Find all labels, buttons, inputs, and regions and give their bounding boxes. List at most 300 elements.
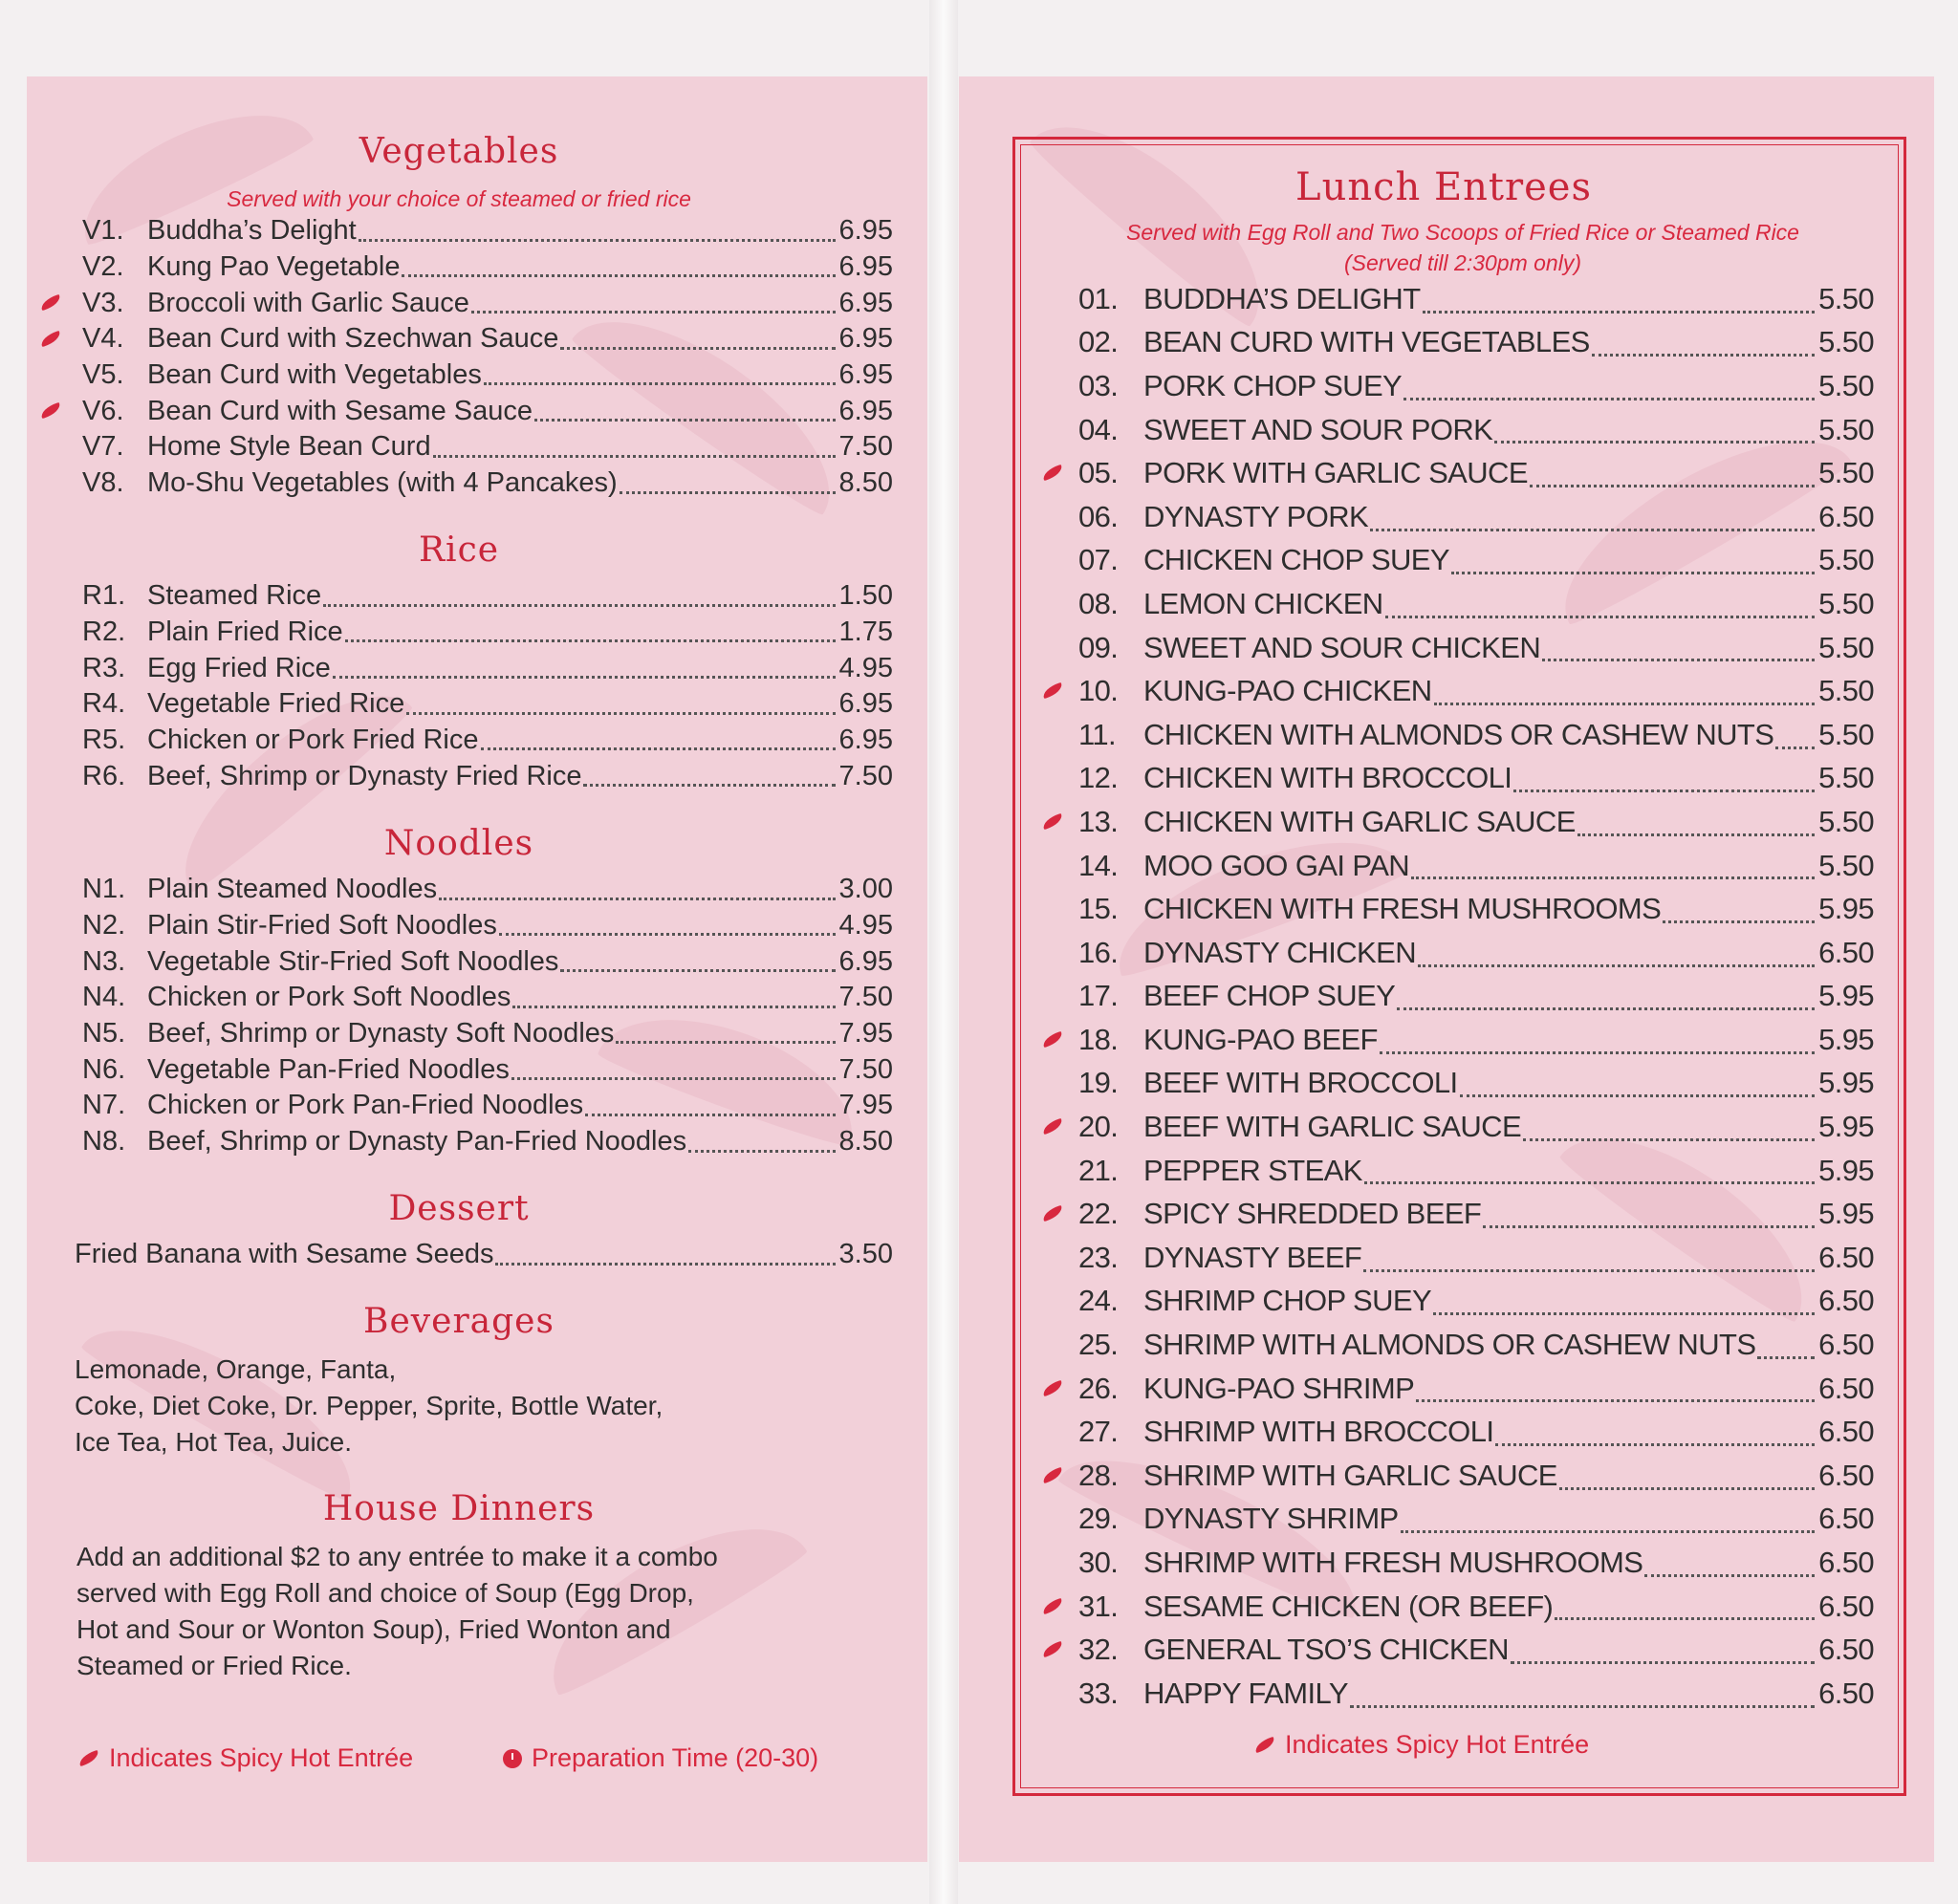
item-name: Plain Steamed Noodles <box>147 874 438 905</box>
item-name: Bean Curd with Szechwan Sauce <box>147 323 559 355</box>
item-price: 5.95 <box>1818 1153 1874 1187</box>
item-price: 6.50 <box>1818 1633 1874 1667</box>
item-code: R4. <box>82 688 126 720</box>
lunch-item <box>1078 844 1874 888</box>
dot-leader <box>345 639 836 642</box>
dot-leader <box>1555 1617 1815 1620</box>
item-code: 16. <box>1078 935 1119 969</box>
lunch-item <box>1078 800 1874 844</box>
lunch-item <box>1078 757 1874 801</box>
item-name: Chicken or Pork Fried Rice <box>147 725 479 756</box>
item-name: PORK CHOP SUEY <box>1143 368 1403 402</box>
dot-leader <box>1542 659 1815 661</box>
beverages-line: Ice Tea, Hot Tea, Juice. <box>75 1427 353 1457</box>
item-name: MOO GOO GAI PAN <box>1143 848 1410 882</box>
item-code: 25. <box>1078 1328 1119 1362</box>
house-dinners-line: Steamed or Fried Rice. <box>76 1651 352 1680</box>
dot-leader <box>512 1006 835 1008</box>
item-name: DYNASTY PORK <box>1143 499 1369 533</box>
item-price: 5.50 <box>1818 674 1874 708</box>
dot-leader <box>1523 1138 1815 1141</box>
item-price: 6.50 <box>1818 1676 1874 1710</box>
item-price: 5.50 <box>1818 412 1874 446</box>
item-code: 11. <box>1078 717 1116 751</box>
dot-leader <box>616 1041 835 1044</box>
item-code: 18. <box>1078 1022 1119 1056</box>
item-code: R1. <box>82 580 126 612</box>
item-code: N6. <box>82 1053 126 1085</box>
item-price: 6.50 <box>1818 1589 1874 1623</box>
rice-list <box>82 578 893 794</box>
prep-time-text: Preparation Time (20-30) <box>532 1743 819 1772</box>
house-dinners-line: served with Egg Roll and choice of Soup (Egg Drop, <box>76 1578 694 1608</box>
dot-leader <box>499 933 836 936</box>
item-price: 6.50 <box>1818 1371 1874 1405</box>
item-name: DYNASTY SHRIMP <box>1143 1502 1399 1536</box>
house-dinners-text <box>76 1539 899 1684</box>
lunch-item <box>1078 539 1874 583</box>
item-name: KUNG-PAO SHRIMP <box>1143 1371 1415 1405</box>
dot-leader <box>1559 1487 1815 1490</box>
item-code: 09. <box>1078 630 1119 664</box>
lunch-title: Lunch Entrees <box>1295 165 1592 209</box>
dot-leader <box>620 491 836 494</box>
dot-leader <box>471 311 836 314</box>
item-name: Plain Stir-Fried Soft Noodles <box>147 910 497 941</box>
lunch-item <box>1078 321 1874 365</box>
item-name: Vegetable Pan-Fried Noodles <box>147 1053 510 1085</box>
lunch-item <box>1078 582 1874 626</box>
menu-item <box>82 1124 893 1160</box>
item-price: 5.50 <box>1818 368 1874 402</box>
lunch-spicy-legend <box>1254 1730 1589 1760</box>
beverages-line: Lemonade, Orange, Fanta, <box>75 1354 397 1384</box>
dot-leader <box>1592 354 1815 357</box>
dot-leader <box>1530 485 1815 487</box>
menu-item <box>82 1088 893 1124</box>
item-price: 5.50 <box>1818 717 1874 751</box>
menu-item <box>82 908 893 944</box>
dot-leader <box>481 747 836 750</box>
dot-leader <box>333 676 836 679</box>
item-price: 5.95 <box>1818 1066 1874 1100</box>
item-code: 32. <box>1078 1633 1119 1667</box>
dot-leader <box>439 898 835 900</box>
item-code: N2. <box>82 910 126 941</box>
dot-leader <box>1434 703 1815 705</box>
item-price: 4.95 <box>838 910 893 941</box>
item-code: 21. <box>1078 1153 1119 1187</box>
menu-item <box>82 1051 893 1088</box>
lunch-spicy-legend-text: Indicates Spicy Hot Entrée <box>1285 1730 1590 1759</box>
item-name: Beef, Shrimp or Dynasty Fried Rice <box>147 760 582 791</box>
item-name: Vegetable Fried Rice <box>147 688 405 720</box>
item-price: 6.50 <box>1818 1284 1874 1318</box>
item-price: 6.95 <box>838 725 893 756</box>
dot-leader <box>1380 1051 1815 1054</box>
item-name: BEEF CHOP SUEY <box>1143 979 1396 1013</box>
item-code: 06. <box>1078 499 1119 533</box>
item-price: 6.50 <box>1818 1458 1874 1492</box>
item-price: 4.95 <box>838 652 893 683</box>
lunch-item <box>1078 364 1874 408</box>
item-name: CHICKEN WITH GARLIC SAUCE <box>1143 804 1576 838</box>
item-code: 04. <box>1078 412 1119 446</box>
menu-item <box>82 465 893 502</box>
lunch-item <box>1078 1149 1874 1193</box>
item-price: 5.50 <box>1818 456 1874 490</box>
item-code: 28. <box>1078 1458 1119 1492</box>
item-code: 22. <box>1078 1197 1119 1231</box>
item-code: 03. <box>1078 368 1119 402</box>
noodles-title: Noodles <box>383 824 534 863</box>
item-price: 1.50 <box>838 580 893 612</box>
item-name: Bean Curd with Sesame Sauce <box>147 395 533 426</box>
vegetables-title: Vegetables <box>359 132 559 171</box>
dot-leader <box>1418 964 1815 967</box>
item-code: 29. <box>1078 1502 1119 1536</box>
item-price: 6.50 <box>1818 1415 1874 1449</box>
item-code: V6. <box>82 395 124 426</box>
item-price: 6.50 <box>1818 1240 1874 1274</box>
item-name: Chicken or Pork Soft Noodles <box>147 982 511 1013</box>
dot-leader <box>1423 311 1816 314</box>
lunch-item <box>1078 1628 1874 1672</box>
dot-leader <box>534 419 836 422</box>
lunch-item <box>1078 1585 1874 1629</box>
item-name: SHRIMP WITH BROCCOLI <box>1143 1415 1494 1449</box>
item-code: R3. <box>82 652 126 683</box>
menu-item <box>82 980 893 1016</box>
item-price: 7.50 <box>838 1053 893 1085</box>
dot-leader <box>560 969 835 972</box>
item-price: 6.95 <box>838 395 893 426</box>
item-code: 15. <box>1078 892 1119 926</box>
dot-leader <box>484 382 836 385</box>
item-name: BEAN CURD WITH VEGETABLES <box>1143 325 1590 359</box>
item-price: 6.95 <box>838 251 893 283</box>
lunch-item <box>1078 1105 1874 1149</box>
lunch-item <box>1078 495 1874 539</box>
lunch-item <box>1078 975 1874 1019</box>
clock-icon <box>503 1749 522 1768</box>
item-price: 5.95 <box>1818 1022 1874 1056</box>
pepper-icon <box>77 1750 100 1766</box>
item-name: SHRIMP WITH FRESH MUSHROOMS <box>1143 1546 1643 1580</box>
item-code: 31. <box>1078 1589 1119 1623</box>
menu-item <box>82 758 893 794</box>
item-name: KUNG-PAO BEEF <box>1143 1022 1378 1056</box>
menu-item <box>82 357 893 394</box>
item-price: 5.50 <box>1818 586 1874 620</box>
item-code: V1. <box>82 215 124 247</box>
lunch-item <box>1078 1280 1874 1324</box>
dot-leader <box>1460 1094 1816 1097</box>
lunch-item <box>1078 887 1874 931</box>
item-name: BEEF WITH GARLIC SAUCE <box>1143 1110 1522 1144</box>
item-price: 5.50 <box>1818 630 1874 664</box>
item-code: N7. <box>82 1090 126 1121</box>
item-name: CHICKEN CHOP SUEY <box>1143 543 1449 577</box>
item-price: 5.50 <box>1818 761 1874 795</box>
dot-leader <box>1364 1181 1815 1184</box>
menu-item <box>82 285 893 321</box>
lunch-item <box>1078 408 1874 452</box>
item-price: 7.95 <box>838 1018 893 1049</box>
lunch-item <box>1078 1062 1874 1106</box>
item-code: 12. <box>1078 761 1119 795</box>
item-code: 14. <box>1078 848 1119 882</box>
menu-item <box>82 723 893 759</box>
dot-leader <box>1416 1399 1815 1402</box>
page-fold <box>929 0 958 1904</box>
item-name: Steamed Rice <box>147 580 322 612</box>
rice-title: Rice <box>418 530 500 570</box>
lunch-item <box>1078 931 1874 975</box>
lunch-item <box>1078 277 1874 321</box>
beverages-title: Beverages <box>363 1302 555 1341</box>
dot-leader <box>560 347 835 350</box>
dot-leader <box>1451 572 1815 574</box>
item-price: 7.95 <box>838 1090 893 1121</box>
dessert-list <box>75 1237 893 1273</box>
item-price: 6.95 <box>838 323 893 355</box>
item-name: Buddha’s Delight <box>147 215 357 247</box>
dot-leader <box>1483 1225 1815 1228</box>
menu-item <box>82 249 893 286</box>
prep-time-legend <box>503 1743 818 1773</box>
lunch-item <box>1078 626 1874 670</box>
item-price: 5.50 <box>1818 804 1874 838</box>
item-code: 27. <box>1078 1415 1119 1449</box>
item-price: 3.50 <box>838 1239 893 1270</box>
menu-item <box>82 650 893 686</box>
item-name: SESAME CHICKEN (OR BEEF) <box>1143 1589 1554 1623</box>
dot-leader <box>511 1077 836 1080</box>
dot-leader <box>1775 746 1815 749</box>
noodles-list <box>82 872 893 1160</box>
dot-leader <box>402 274 835 277</box>
spicy-legend-text: Indicates Spicy Hot Entrée <box>109 1743 414 1772</box>
item-code: 01. <box>1078 281 1119 315</box>
lunch-item <box>1078 1018 1874 1062</box>
lunch-item <box>1078 713 1874 757</box>
item-price: 5.50 <box>1818 281 1874 315</box>
item-name: SWEET AND SOUR PORK <box>1143 412 1493 446</box>
item-name: GENERAL TSO’S CHICKEN <box>1143 1633 1509 1667</box>
lunch-item <box>1078 669 1874 713</box>
house-dinners-title: House Dinners <box>322 1489 596 1528</box>
item-price: 5.50 <box>1818 848 1874 882</box>
item-name: Broccoli with Garlic Sauce <box>147 287 469 318</box>
item-price: 6.95 <box>838 215 893 247</box>
item-name: PEPPER STEAK <box>1143 1153 1362 1187</box>
item-name: SPICY SHREDDED BEEF <box>1143 1197 1482 1231</box>
house-dinners-line: Hot and Sour or Wonton Soup), Fried Wonton and <box>76 1614 671 1644</box>
dot-leader <box>585 1114 835 1116</box>
item-code: N8. <box>82 1126 126 1158</box>
lunch-item <box>1078 1498 1874 1542</box>
dot-leader <box>1513 790 1815 792</box>
item-code: 17. <box>1078 979 1119 1013</box>
menu-item <box>82 686 893 723</box>
item-code: 07. <box>1078 543 1119 577</box>
item-price: 5.95 <box>1818 1110 1874 1144</box>
item-name: Chicken or Pork Pan-Fried Noodles <box>147 1090 584 1121</box>
item-price: 6.50 <box>1818 1328 1874 1362</box>
item-code: V7. <box>82 431 124 463</box>
menu-item <box>82 1016 893 1052</box>
dot-leader <box>1495 1443 1815 1446</box>
item-price: 7.50 <box>838 982 893 1013</box>
item-code: V8. <box>82 467 124 499</box>
item-name: BEEF WITH BROCCOLI <box>1143 1066 1458 1100</box>
lunch-note: Served with Egg Roll and Two Scoops of Fried Rice or Steamed Rice <box>1126 220 1799 245</box>
item-name: Home Style Bean Curd <box>147 431 431 463</box>
menu-item <box>82 321 893 357</box>
item-name: PORK WITH GARLIC SAUCE <box>1143 456 1528 490</box>
item-price: 6.50 <box>1818 1546 1874 1580</box>
item-code: N1. <box>82 874 126 905</box>
item-code: 24. <box>1078 1284 1119 1318</box>
item-code: 08. <box>1078 586 1119 620</box>
item-price: 5.95 <box>1818 1197 1874 1231</box>
dot-leader <box>406 712 835 715</box>
item-name: SHRIMP CHOP SUEY <box>1143 1284 1432 1318</box>
item-name: Fried Banana with Sesame Seeds <box>75 1239 494 1270</box>
pepper-icon <box>1253 1737 1276 1753</box>
item-code: 33. <box>1078 1676 1119 1710</box>
item-code: 30. <box>1078 1546 1119 1580</box>
lunch-item <box>1078 451 1874 495</box>
item-price: 7.50 <box>838 760 893 791</box>
item-code: 26. <box>1078 1371 1119 1405</box>
dot-leader <box>1494 441 1815 444</box>
house-dinners-line: Add an additional $2 to any entrée to make it a combo <box>76 1542 718 1571</box>
dot-leader <box>495 1263 835 1266</box>
dot-leader <box>1370 529 1815 531</box>
item-price: 5.95 <box>1818 979 1874 1013</box>
beverages-text <box>75 1352 897 1460</box>
item-name: SHRIMP WITH ALMONDS OR CASHEW NUTS <box>1143 1328 1756 1362</box>
lunch-list <box>1078 277 1874 1716</box>
dot-leader <box>433 455 836 458</box>
item-price: 6.95 <box>838 359 893 391</box>
item-name: KUNG-PAO CHICKEN <box>1143 674 1432 708</box>
item-code: 13. <box>1078 804 1119 838</box>
dot-leader <box>1363 1269 1815 1272</box>
item-code: R2. <box>82 617 126 648</box>
spicy-legend <box>78 1743 413 1773</box>
item-name: Egg Fried Rice <box>147 652 331 683</box>
item-price: 6.50 <box>1818 1502 1874 1536</box>
item-name: Plain Fried Rice <box>147 617 343 648</box>
menu-item <box>82 872 893 908</box>
item-name: SWEET AND SOUR CHICKEN <box>1143 630 1541 664</box>
item-code: 23. <box>1078 1240 1119 1274</box>
item-name: HAPPY FAMILY <box>1143 1676 1348 1710</box>
beverages-line: Coke, Diet Coke, Dr. Pepper, Sprite, Bottle Water, <box>75 1391 664 1420</box>
dessert-title: Dessert <box>388 1189 530 1228</box>
dot-leader <box>1401 1530 1815 1533</box>
item-code: N4. <box>82 982 126 1013</box>
item-price: 6.95 <box>838 287 893 318</box>
item-code: V3. <box>82 287 124 318</box>
dot-leader <box>1663 920 1815 923</box>
item-name: Kung Pao Vegetable <box>147 251 401 283</box>
item-code: N5. <box>82 1018 126 1049</box>
lunch-item <box>1078 1541 1874 1585</box>
item-name: CHICKEN WITH ALMONDS OR CASHEW NUTS <box>1143 717 1774 751</box>
item-code: 10. <box>1078 674 1119 708</box>
item-code: R6. <box>82 760 126 791</box>
lunch-item <box>1078 1410 1874 1454</box>
dot-leader <box>1403 398 1815 400</box>
item-code: V4. <box>82 323 124 355</box>
lunch-note-time: (Served till 2:30pm only) <box>1344 250 1581 275</box>
item-code: V5. <box>82 359 124 391</box>
item-name: CHICKEN WITH BROCCOLI <box>1143 761 1512 795</box>
item-price: 5.50 <box>1818 543 1874 577</box>
vegetables-list <box>82 213 893 502</box>
item-code: 02. <box>1078 325 1119 359</box>
item-code: 19. <box>1078 1066 1119 1100</box>
lunch-item <box>1078 1236 1874 1280</box>
item-price: 6.50 <box>1818 935 1874 969</box>
item-code: R5. <box>82 725 126 756</box>
item-price: 6.50 <box>1818 499 1874 533</box>
item-name: DYNASTY CHICKEN <box>1143 935 1416 969</box>
item-price: 5.95 <box>1818 892 1874 926</box>
item-price: 7.50 <box>838 431 893 463</box>
item-name: Vegetable Stir-Fried Soft Noodles <box>147 945 559 977</box>
item-name: Beef, Shrimp or Dynasty Pan-Fried Noodles <box>147 1126 687 1158</box>
dot-leader <box>1577 833 1815 836</box>
dot-leader <box>688 1150 835 1153</box>
item-name: Mo-Shu Vegetables (with 4 Pancakes) <box>147 467 618 499</box>
dot-leader <box>1644 1574 1815 1577</box>
menu-item <box>82 578 893 615</box>
item-price: 3.00 <box>838 874 893 905</box>
dot-leader <box>1757 1356 1815 1359</box>
dot-leader <box>583 784 835 787</box>
item-code: V2. <box>82 251 124 283</box>
item-price: 6.95 <box>838 688 893 720</box>
item-name: DYNASTY BEEF <box>1143 1240 1362 1274</box>
dot-leader <box>1350 1705 1815 1708</box>
dot-leader <box>1385 616 1815 618</box>
menu-item <box>75 1237 893 1273</box>
dot-leader <box>1411 876 1815 879</box>
dot-leader <box>323 604 835 607</box>
dot-leader <box>1433 1312 1815 1315</box>
item-price: 8.50 <box>838 467 893 499</box>
item-name: BUDDHA’S DELIGHT <box>1143 281 1421 315</box>
lunch-item <box>1078 1454 1874 1498</box>
lunch-item <box>1078 1672 1874 1716</box>
lunch-item <box>1078 1323 1874 1367</box>
lunch-item <box>1078 1367 1874 1411</box>
dot-leader <box>359 239 836 242</box>
menu-item <box>82 213 893 249</box>
menu-item <box>82 393 893 429</box>
item-code: 05. <box>1078 456 1119 490</box>
item-price: 5.50 <box>1818 325 1874 359</box>
item-name: CHICKEN WITH FRESH MUSHROOMS <box>1143 892 1662 926</box>
item-name: LEMON CHICKEN <box>1143 586 1383 620</box>
item-name: Beef, Shrimp or Dynasty Soft Noodles <box>147 1018 615 1049</box>
item-price: 8.50 <box>838 1126 893 1158</box>
